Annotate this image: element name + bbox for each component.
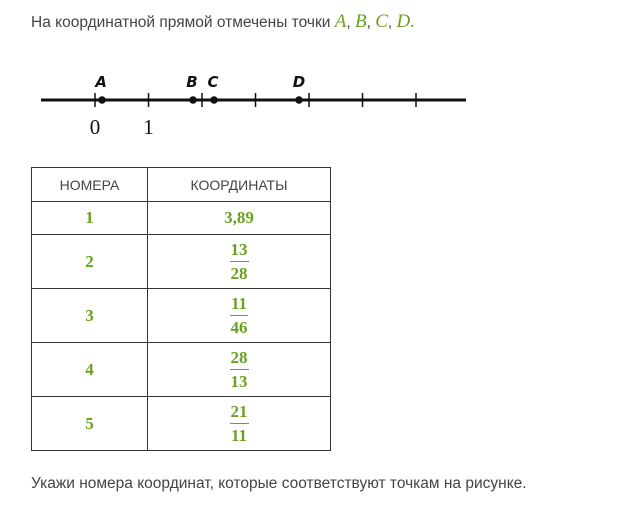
row-number: 1: [32, 202, 148, 235]
number-line: [0, 60, 631, 145]
fraction: [230, 240, 249, 283]
table-row: [32, 343, 331, 397]
question-text: [31, 12, 415, 33]
separator: ,: [387, 14, 397, 31]
fraction-numerator: 11: [230, 294, 248, 316]
separator: ,: [346, 14, 355, 31]
table-row: [32, 397, 331, 451]
point-d-dot: [295, 96, 303, 104]
fraction: [230, 294, 248, 337]
fraction-numerator: 13: [230, 240, 249, 262]
table-row: [32, 235, 331, 289]
instruction-text: Укажи номера координат, которые соответствуют точкам на рисунке.: [31, 475, 527, 492]
fraction-denominator: 46: [230, 318, 248, 337]
point-label-a: A: [95, 73, 107, 91]
point-c-dot: [210, 96, 218, 104]
row-number: 3: [32, 289, 148, 343]
fraction: [230, 348, 249, 391]
fraction: [230, 402, 249, 445]
row-number: 2: [32, 235, 148, 289]
coordinate-decimal: 3,89: [148, 202, 331, 235]
coordinate-fraction: [148, 289, 331, 343]
point-name-b: B: [354, 11, 367, 32]
coordinate-fraction: [148, 343, 331, 397]
table-header-row: [32, 168, 331, 202]
point-label-c: C: [207, 73, 219, 91]
coordinate-fraction: [148, 235, 331, 289]
row-number: 4: [32, 343, 148, 397]
point-a-dot: [98, 96, 106, 104]
fraction-numerator: 21: [230, 402, 249, 424]
coordinates-table: [31, 167, 331, 451]
separator: ,: [366, 14, 376, 31]
header-numbers: НОМЕРА: [32, 168, 148, 202]
fraction-denominator: 28: [230, 264, 248, 283]
coordinate-fraction: [148, 397, 331, 451]
question-prefix: На координатной прямой отмечены точки: [31, 14, 335, 31]
point-b-dot: [189, 96, 197, 104]
point-name-d: D: [396, 11, 411, 32]
tick-label-1: 1: [143, 115, 154, 139]
point-name-a: A: [334, 11, 347, 32]
fraction-denominator: 13: [230, 372, 248, 391]
point-name-c: C: [375, 11, 388, 32]
tick-label-0: 0: [89, 115, 101, 139]
question-end: .: [410, 11, 415, 32]
point-label-d: D: [292, 73, 306, 91]
table-row: [32, 202, 331, 235]
point-label-b: B: [186, 73, 198, 91]
row-number: 5: [32, 397, 148, 451]
fraction-denominator: 11: [230, 426, 248, 445]
fraction-numerator: 28: [230, 348, 249, 370]
header-coordinates: КООРДИНАТЫ: [148, 168, 331, 202]
table-row: [32, 289, 331, 343]
